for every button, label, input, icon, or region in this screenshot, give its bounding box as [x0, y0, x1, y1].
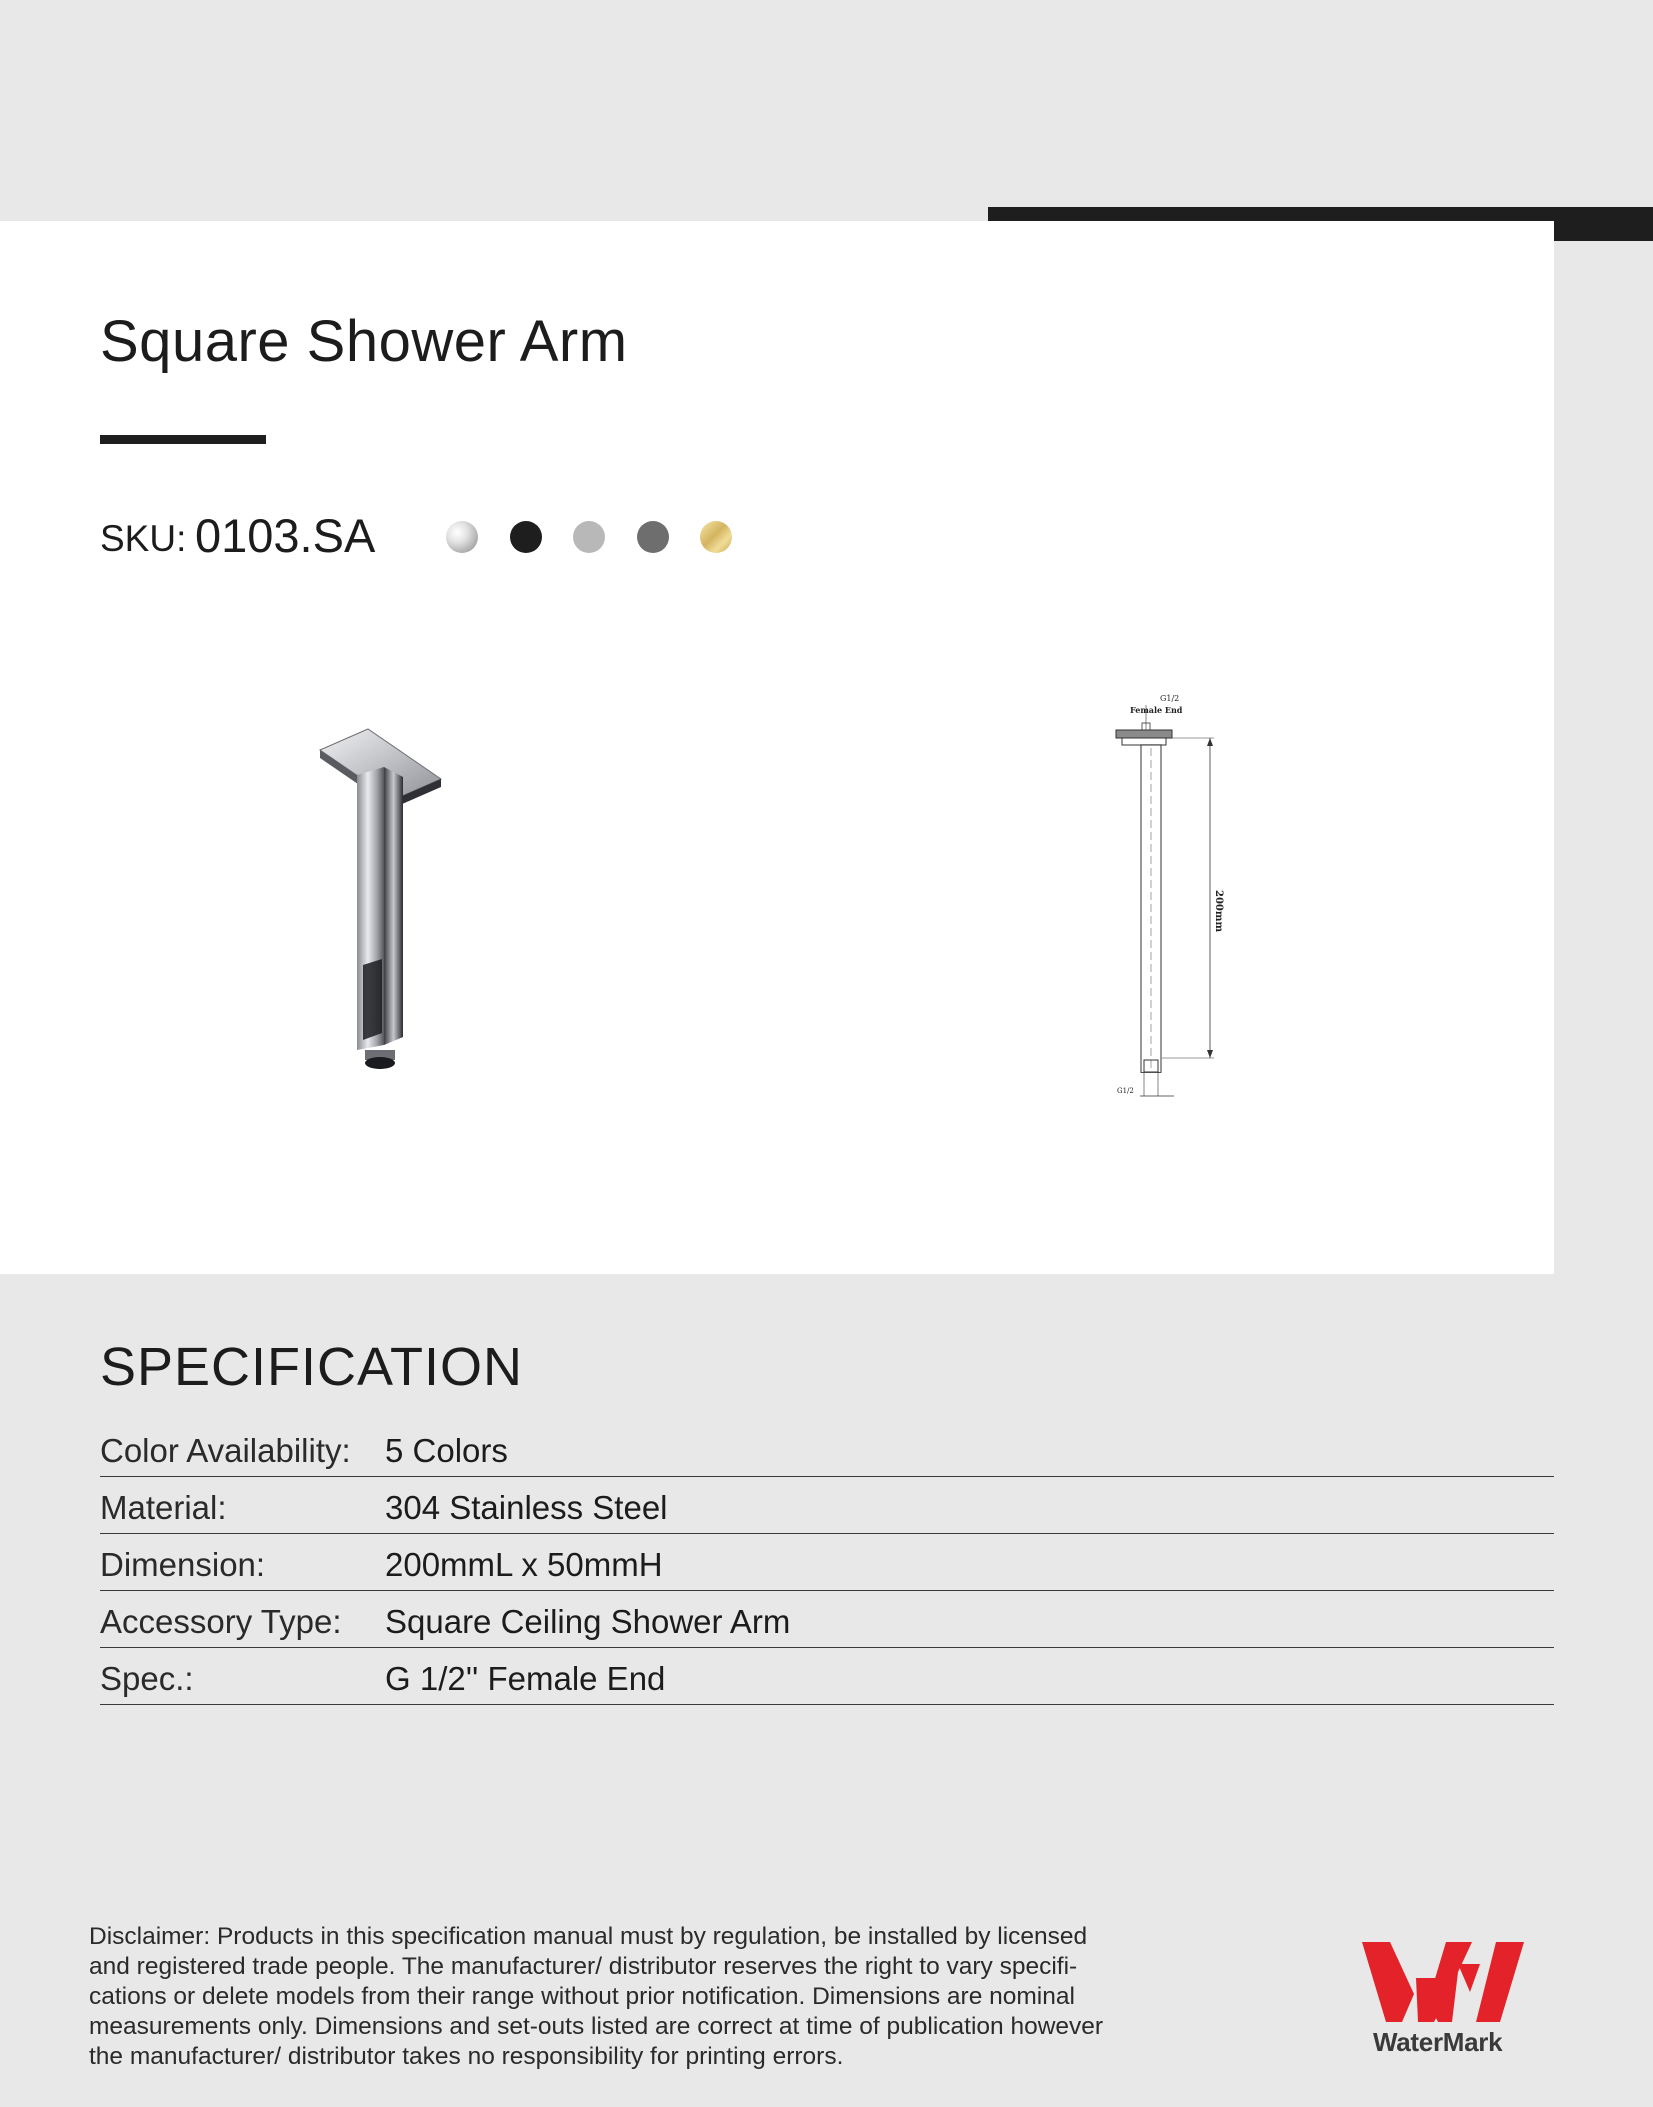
drawing-top-thread-label: G1/2 [1160, 694, 1180, 703]
swatch-brushed-nickel[interactable] [573, 521, 605, 553]
swatch-black[interactable] [510, 521, 542, 553]
spec-value: 200mmL x 50mmH [385, 1546, 663, 1583]
spec-row [100, 1420, 1554, 1477]
product-photo [300, 715, 460, 1075]
disclaimer-line: the manufacturer/ distributor takes no responsibility for printing errors. [89, 2043, 844, 2070]
swatch-chrome[interactable] [446, 521, 478, 553]
disclaimer-line: cations or delete models from their range without prior notification. Dimensions are nominal [89, 1983, 1075, 2010]
watermark-logo-icon [1362, 1942, 1524, 2022]
spec-label: Material: [100, 1489, 227, 1526]
disclaimer-line: Disclaimer: Products in this specification manual must by regulation, be installed by licensed [89, 1923, 1088, 1950]
spec-value: 304 Stainless Steel [385, 1489, 668, 1526]
spec-label: Accessory Type: [100, 1603, 342, 1640]
title-underline [100, 435, 266, 444]
drawing-female-end-label: Female End [1130, 705, 1183, 715]
disclaimer-line: measurements only. Dimensions and set-outs listed are correct at time of publication however [89, 2013, 1104, 2040]
product-panel [0, 221, 1554, 1274]
spec-row [100, 1534, 1554, 1591]
disclaimer-line: and registered trade people. The manufacturer/ distributor reserves the right to vary specifi- [89, 1953, 1078, 1980]
drawing-length-label: 200mm [1213, 890, 1224, 933]
swatch-gunmetal[interactable] [637, 521, 669, 553]
drawing-bottom-thread-label: G1/2 [1117, 1087, 1134, 1095]
spec-value: G 1/2'' Female End [385, 1660, 666, 1697]
spec-label: Spec.: [100, 1660, 194, 1697]
technical-drawing [1100, 690, 1240, 1100]
spec-row [100, 1648, 1554, 1705]
product-title: Square Shower Arm [100, 309, 628, 374]
spec-label: Dimension: [100, 1546, 266, 1583]
specification-table [100, 1420, 1554, 1705]
spec-label: Color Availability: [100, 1432, 351, 1469]
spec-value: Square Ceiling Shower Arm [385, 1603, 791, 1640]
spec-row [100, 1477, 1554, 1534]
disclaimer [89, 1922, 1189, 2072]
sku-value: 0103.SA [195, 509, 376, 562]
watermark-logo-text: WaterMark [1373, 2027, 1503, 2057]
sku-label: SKU: [100, 518, 187, 559]
specification-heading: SPECIFICATION [100, 1337, 524, 1397]
spec-value: 5 Colors [385, 1432, 508, 1469]
spec-row [100, 1591, 1554, 1648]
swatch-brushed-gold[interactable] [700, 521, 732, 553]
